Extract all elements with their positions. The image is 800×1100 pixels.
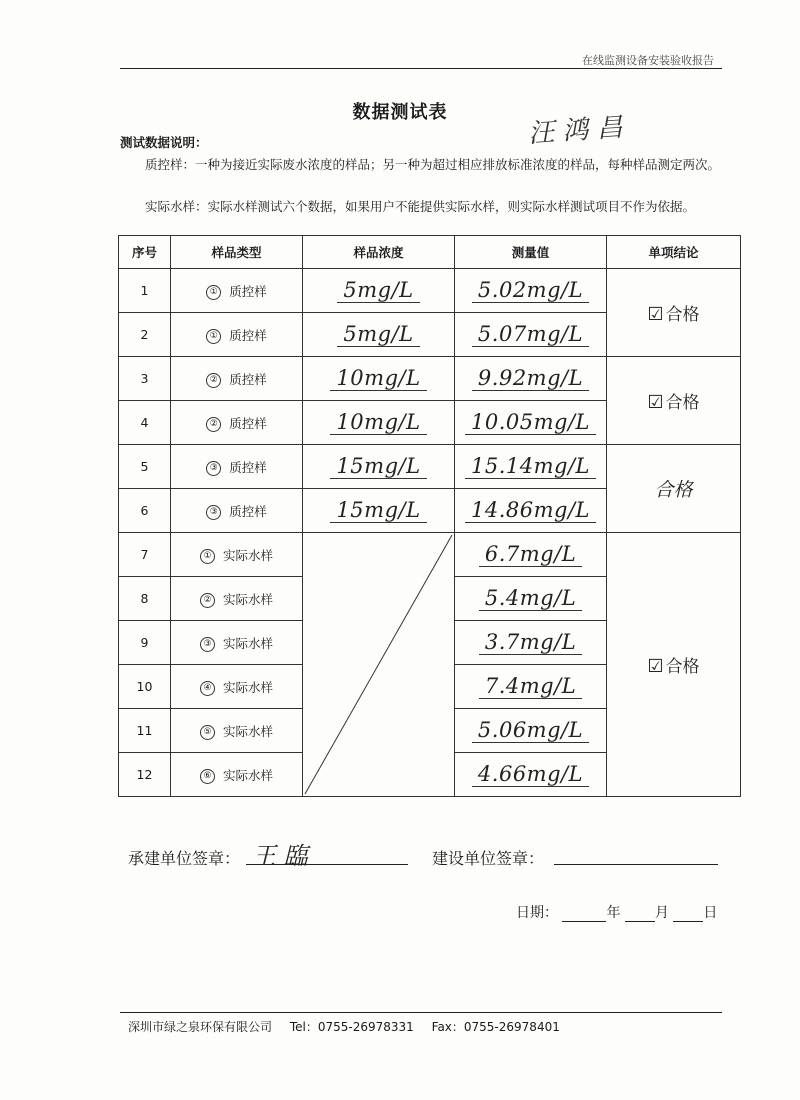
group-mark: ①	[206, 329, 221, 344]
year-blank	[562, 907, 606, 922]
col-header-no: 序号	[119, 236, 171, 269]
concentration-value: 5mg/L	[337, 322, 419, 347]
sample-type	[171, 269, 303, 313]
sample-type-label: 质控样	[229, 283, 267, 299]
group-mark: ⑤	[200, 725, 215, 740]
concentration-value: 15mg/L	[330, 498, 426, 523]
sample-type	[171, 357, 303, 401]
measured-value: 6.7mg/L	[479, 542, 582, 567]
row-no: 12	[119, 753, 171, 797]
measured-cell	[455, 621, 607, 665]
sample-type-label: 质控样	[229, 371, 267, 387]
col-header-type: 样品类型	[171, 236, 303, 269]
group-mark: ②	[200, 593, 215, 608]
qc-sample-note: 质控样：一种为接近实际废水浓度的样品；另一种为超过相应排放标准浓度的样品，每种样品测定两次。	[145, 157, 721, 172]
measured-cell	[455, 445, 607, 489]
sample-type-label: 质控样	[229, 503, 267, 519]
sample-type-label: 质控样	[229, 327, 267, 343]
verdict-label: 合格	[654, 479, 693, 501]
report-header: 在线监测设备安装验收报告	[582, 54, 714, 67]
description-heading: 测试数据说明：	[120, 135, 208, 150]
month-label: 月	[654, 905, 669, 921]
sample-type	[171, 445, 303, 489]
sample-type-label: 实际水样	[222, 723, 273, 739]
group-mark: ①	[200, 549, 215, 564]
table-row	[119, 533, 741, 577]
group-mark: ③	[206, 461, 221, 476]
page-title: 数据测试表	[352, 102, 448, 123]
row-no: 9	[119, 621, 171, 665]
year-label: 年	[606, 905, 621, 921]
col-header-measured: 测量值	[455, 236, 607, 269]
table-header-row	[119, 236, 741, 269]
contractor-signature: 王 臨	[252, 842, 308, 870]
measured-value: 5.02mg/L	[472, 278, 589, 303]
sample-type	[171, 401, 303, 445]
measured-cell	[455, 533, 607, 577]
sample-type	[171, 621, 303, 665]
sample-type-label: 质控样	[229, 415, 267, 431]
concentration-cell	[303, 401, 455, 445]
verdict-label: 合格	[665, 657, 700, 677]
sample-type-label: 实际水样	[222, 767, 273, 783]
group-mark: ③	[206, 505, 221, 520]
concentration-na-cell	[303, 533, 455, 797]
diagonal-strike	[303, 533, 454, 796]
concentration-cell	[303, 357, 455, 401]
group-mark: ②	[206, 417, 221, 432]
concentration-value: 5mg/L	[337, 278, 419, 303]
group-mark: ④	[200, 681, 215, 696]
check-icon: ☑	[647, 392, 664, 413]
measured-value: 3.7mg/L	[479, 630, 582, 655]
measured-cell	[455, 577, 607, 621]
day-label: 日	[703, 905, 718, 921]
measured-cell	[455, 665, 607, 709]
measured-cell	[455, 709, 607, 753]
sample-type-label: 实际水样	[222, 635, 273, 651]
table-row	[119, 269, 741, 313]
contractor-seal-label: 承建单位签章：	[128, 849, 241, 868]
sample-type	[171, 577, 303, 621]
sample-type	[171, 533, 303, 577]
measured-cell	[455, 269, 607, 313]
sample-type	[171, 709, 303, 753]
verdict-cell	[607, 269, 741, 357]
sample-type-label: 实际水样	[222, 679, 273, 695]
contractor-seal-line	[246, 864, 408, 865]
verdict-label: 合格	[665, 393, 700, 413]
measured-cell	[455, 313, 607, 357]
header-rule	[120, 68, 722, 69]
row-no: 6	[119, 489, 171, 533]
footer	[128, 1018, 574, 1035]
data-test-table	[118, 235, 741, 797]
concentration-cell	[303, 445, 455, 489]
concentration-cell	[303, 269, 455, 313]
measured-value: 10.05mg/L	[465, 410, 596, 435]
row-no: 10	[119, 665, 171, 709]
sample-type-label: 质控样	[229, 459, 267, 475]
measured-value: 9.92mg/L	[472, 366, 589, 391]
concentration-value: 15mg/L	[330, 454, 426, 479]
concentration-cell	[303, 313, 455, 357]
table-row	[119, 445, 741, 489]
sample-type-label: 实际水样	[222, 591, 273, 607]
measured-value: 7.4mg/L	[479, 674, 582, 699]
company-fax: Fax：0755-26978401	[431, 1020, 560, 1034]
measured-value: 14.86mg/L	[465, 498, 596, 523]
group-mark: ②	[206, 373, 221, 388]
sample-type	[171, 489, 303, 533]
day-blank	[673, 907, 703, 922]
actual-sample-note: 实际水样：实际水样测试六个数据，如果用户不能提供实际水样，则实际水样测试项目不作为依据。	[145, 199, 696, 214]
builder-seal-line	[554, 864, 718, 865]
verdict-label: 合格	[665, 305, 700, 325]
company-tel: Tel：0755-26978331	[289, 1020, 414, 1034]
row-no: 3	[119, 357, 171, 401]
sample-type	[171, 753, 303, 797]
date-label: 日期：	[516, 905, 558, 921]
row-no: 11	[119, 709, 171, 753]
measured-value: 5.07mg/L	[472, 322, 589, 347]
check-icon: ☑	[647, 656, 664, 677]
sample-type	[171, 665, 303, 709]
measured-value: 4.66mg/L	[472, 762, 589, 787]
sample-type-label: 实际水样	[222, 547, 273, 563]
measured-cell	[455, 357, 607, 401]
sample-type	[171, 313, 303, 357]
group-mark: ③	[200, 637, 215, 652]
verdict-cell	[607, 533, 741, 797]
concentration-cell	[303, 489, 455, 533]
verdict-cell	[607, 445, 741, 533]
footer-rule	[120, 1012, 722, 1013]
reviewer-signature: 汪 鸿 昌	[527, 112, 624, 150]
concentration-value: 10mg/L	[330, 410, 426, 435]
row-no: 5	[119, 445, 171, 489]
measured-cell	[455, 753, 607, 797]
row-no: 4	[119, 401, 171, 445]
check-icon: ☑	[647, 304, 664, 325]
concentration-value: 10mg/L	[330, 366, 426, 391]
col-header-verdict: 单项结论	[607, 236, 741, 269]
builder-seal-label: 建设单位签章：	[432, 849, 545, 868]
date-row	[516, 902, 717, 922]
group-mark: ⑥	[200, 769, 215, 784]
row-no: 7	[119, 533, 171, 577]
measured-value: 5.4mg/L	[479, 586, 582, 611]
row-no: 1	[119, 269, 171, 313]
col-header-concentration: 样品浓度	[303, 236, 455, 269]
measured-value: 5.06mg/L	[472, 718, 589, 743]
group-mark: ①	[206, 285, 221, 300]
table-row	[119, 357, 741, 401]
month-blank	[625, 907, 655, 922]
row-no: 8	[119, 577, 171, 621]
row-no: 2	[119, 313, 171, 357]
measured-value: 15.14mg/L	[465, 454, 596, 479]
measured-cell	[455, 489, 607, 533]
measured-cell	[455, 401, 607, 445]
verdict-cell	[607, 357, 741, 445]
company-name: 深圳市绿之泉环保有限公司	[128, 1020, 273, 1034]
